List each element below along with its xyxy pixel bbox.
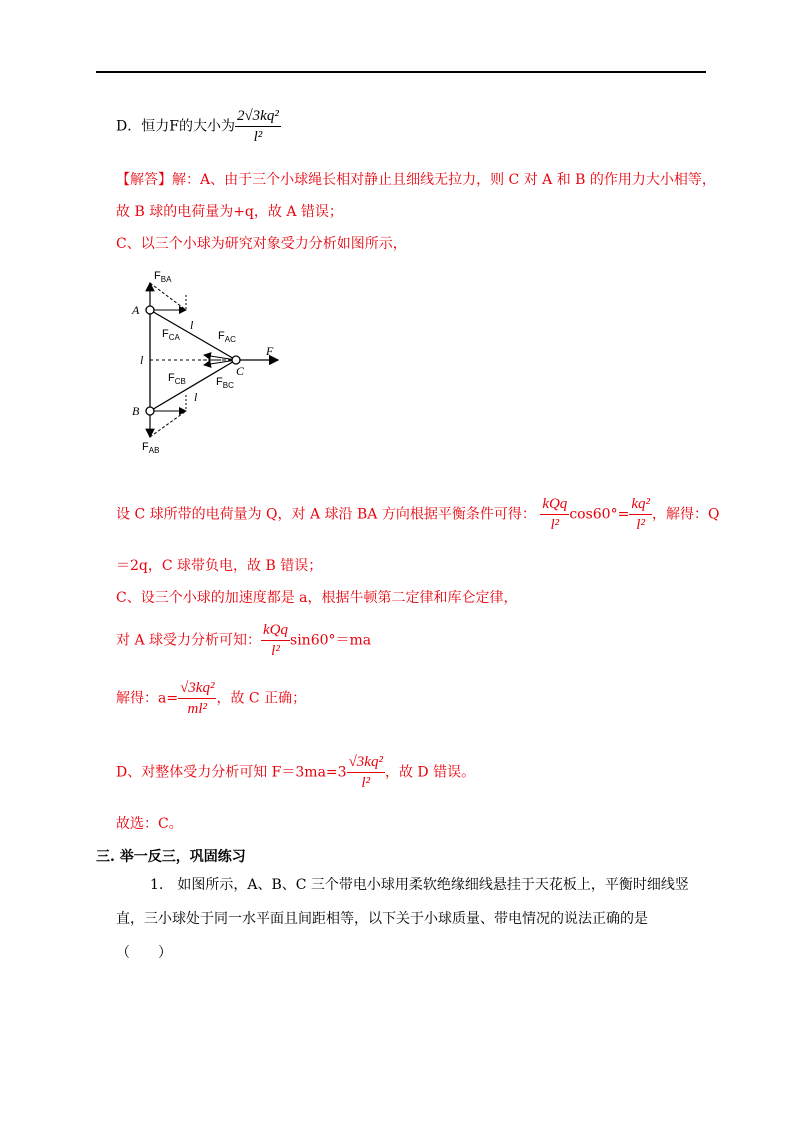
label-a: A	[132, 303, 140, 317]
option-d	[116, 106, 281, 147]
label-fca: $F_{CA}$	[162, 328, 180, 342]
label-b: B	[132, 404, 140, 418]
parallelogram-b	[150, 411, 186, 437]
label-l-top: l	[190, 318, 194, 332]
fraction-kq2: $\frac{\text{kq²}}{\text{l²}}$	[631, 496, 650, 533]
solution-line-1: 【解答】解：A、由于三个小球绳长相对静止且细线无拉力，则 C 对 A 和 B 的作用力大小相等，	[116, 172, 716, 188]
ball-b	[146, 407, 154, 415]
conclusion: 故选：C。	[116, 816, 183, 832]
label-fcb: $F_{CB}$	[168, 372, 186, 386]
label-fba: $F_{BA}$	[154, 270, 172, 284]
solution-line-8: 解得：a= $\frac{\text{√3kq²}}{\text{ml²}}$ ，故 C 正确；	[116, 680, 307, 717]
parallelogram-a	[150, 283, 186, 310]
label-f: F	[266, 344, 274, 358]
option-d-fraction: $\frac{\text{2√3kq²}}{\text{l²}}$	[236, 108, 279, 145]
solution-line-5: ＝2q，C 球带负电，故 B 错误；	[116, 558, 323, 574]
ball-c	[232, 356, 240, 364]
solution-line-7: 对 A 球受力分析可知： $\frac{\text{kQq}}{\text{l²}}$ sin60°＝ma	[116, 622, 372, 659]
force-diagram	[118, 265, 298, 460]
fraction-kqq-2: $\frac{\text{kQq}}{\text{l²}}$	[263, 622, 289, 659]
label-fbc: $F_{BC}$	[216, 376, 234, 390]
header-rule	[96, 71, 706, 73]
solution-line-3: C、以三个小球为研究对象受力分析如图所示，	[116, 236, 407, 252]
option-d-text: D．恒力F的大小为	[116, 118, 235, 135]
label-fac: $F_{AC}$	[218, 330, 236, 344]
label-l-left: l	[140, 353, 144, 367]
fraction-accel: $\frac{\text{√3kq²}}{\text{ml²}}$	[180, 680, 215, 717]
ball-a	[146, 306, 154, 314]
label-c: C	[236, 364, 245, 378]
fraction-force: $\frac{\text{√3kq²}}{\text{l²}}$	[348, 754, 383, 791]
solution-label: 【解答】	[116, 172, 172, 188]
solution-line-2: 故 B 球的电荷量为+q，故 A 错误；	[116, 204, 343, 220]
label-l-bottom: l	[194, 390, 198, 404]
solution-line-9: D、对整体受力分析可知 F＝3ma=3 $\frac{\text{√3kq²}}{\text{l²}}$ ，故 D 错误。	[116, 754, 476, 791]
solution-line-6: C、设三个小球的加速度都是 a，根据牛顿第二定律和库仑定律，	[116, 590, 518, 606]
solution-line-4: 设 C 球所带的电荷量为 Q，对 A 球沿 BA 方向根据平衡条件可得： $\frac{\text{kQq}}{\text{l²}}$ cos60°= $\frac{\text{kq²}}{\text{l²}}$ ，解得：Q	[116, 496, 720, 533]
label-fab: $F_{AB}$	[142, 441, 160, 455]
section-heading: 三. 举一反三，巩固练习	[96, 849, 246, 865]
question-1: 1. 如图所示，A、B、C 三个带电小球用柔软绝缘细线悬挂于天花板上，平衡时细线竖 直，三小球处于同一水平面且间距相等，以下关于小球质量、带电情况的说法正确的是 （ ）	[116, 877, 689, 961]
fraction-kqq-1: $\frac{\text{kQq}}{\text{l²}}$	[542, 496, 568, 533]
